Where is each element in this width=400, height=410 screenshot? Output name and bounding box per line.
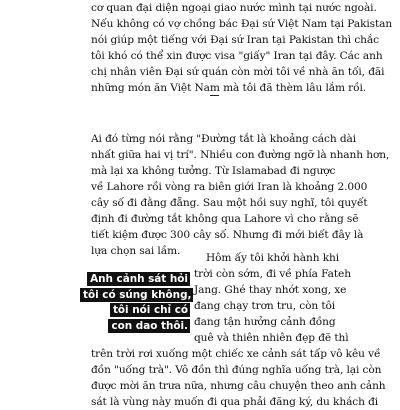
text-line: được mời ăn trưa nữa, nhưng câu chuyện theo anh cảnh [91,380,386,392]
text-line: tôi khó có thể xin được visa "giấy" Iran tại đây. Các anh [91,50,383,62]
text-line: nhất giữa hai vị trí". Nhiều con đường ngỡ là nhanh hơn, [91,149,390,161]
pull-quote-line: Anh cảnh sát hỏi [87,272,190,286]
pull-quote-line: tôi nói chỉ có [110,303,190,317]
text-line: lựa chọn sai lầm. [91,245,181,257]
text-line: cây số đi đằng đẵng. Sau một hồi suy nghĩ, tôi quyết [91,197,368,209]
text-line: Jang. Ghé thay nhớt xong, xe [194,284,347,296]
text-line: mà lại xa không tưởng. Từ Islamabad đi ngược [91,165,336,177]
paragraph-police-full [91,346,391,410]
text-line: tiết kiệm được 300 cây số. Nhưng đi mới biết đây là [91,229,364,241]
text-line: đồn "uống trà". Vô đồn thì đúng nghĩa uống trà, lại còn [91,364,382,376]
paragraph-shortcut [91,131,391,259]
text-line: Nếu không có vợ chồng bác Đại sứ Việt Nam tại Pakistan [91,18,393,30]
text-line: đang tận hưởng cảnh đồng [194,316,336,328]
text-line: định đi đường tắt không qua Lahore vì cho rằng sẽ [91,213,359,225]
text-line: sát là vùng này muốn đi qua phải đăng ký, du khách đi [91,396,379,408]
text-line: trời còn sớm, đi về phía Fateh [194,268,351,280]
section-divider [210,95,219,96]
text-line: quê và thiên nhiên đẹp đẽ thì [194,332,349,344]
text-line: chị nhân viên Đại sứ quán còn mời tôi về nhà ăn tối, đãi [91,66,385,78]
pull-quote-line: tôi có súng không, [80,288,193,302]
pull-quote-line: con dao thôi. [108,319,190,333]
text-line: về Lahore rồi vòng ra biên giới Iran là khoảng 2.000 [91,181,368,193]
text-line: những món ăn Việt Nam mà tôi đã thèm lâu lắm rồi. [91,82,367,94]
text-line: cơ quan đại diện ngoại giao nước mình tại nước ngoài. [91,2,377,14]
text-line: Hôm ấy tôi khởi hành khi [206,252,340,264]
pull-quote [80,272,190,334]
text-line: trên trời rơi xuống một chiếc xe cảnh sát tấp vô kêu về [91,348,381,360]
text-line: nói giúp một tiếng với Đại sứ Iran tại Pakistan thì chắc [91,34,379,46]
paragraph-embassy-help [91,0,391,96]
text-line: đang chạy trơn tru, còn tôi [194,300,336,312]
text-line: Ai đó từng nói rằng "Đường tắt là khoảng cách dài [91,133,357,145]
